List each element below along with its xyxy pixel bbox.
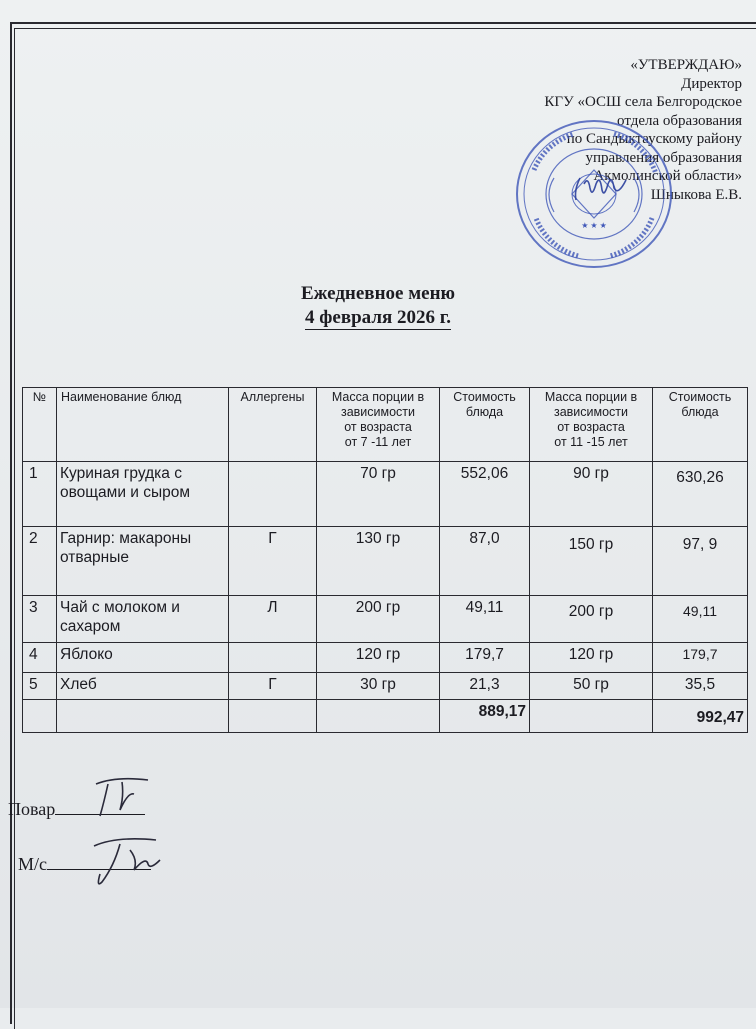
dish-name-line: Куриная грудка с bbox=[60, 465, 182, 482]
total-cost-1: 889,17 bbox=[440, 700, 530, 733]
approval-line: Директор bbox=[681, 75, 742, 92]
row-number: 4 bbox=[23, 643, 57, 673]
menu-title: Ежедневное меню bbox=[300, 283, 456, 304]
empty-cell bbox=[23, 700, 57, 733]
header-text: зависимости bbox=[340, 405, 416, 419]
row-number: 2 bbox=[23, 527, 57, 596]
empty-cell bbox=[57, 700, 229, 733]
dish-name-line: Яблоко bbox=[60, 646, 113, 663]
empty-cell bbox=[229, 700, 317, 733]
mass-7-11-cell: 30 гр bbox=[317, 673, 440, 700]
header-cost-1 bbox=[440, 388, 530, 462]
table-row bbox=[23, 462, 748, 527]
approval-line: управления образования bbox=[585, 149, 742, 166]
header-text: Масса порции в bbox=[544, 390, 638, 404]
dish-name-line: сахаром bbox=[60, 618, 121, 635]
table-row bbox=[23, 527, 748, 596]
allergen-cell bbox=[229, 643, 317, 673]
cost-1-cell: 552,06 bbox=[440, 462, 530, 527]
header-text: от возраста bbox=[344, 420, 412, 434]
dish-name-line: Гарнир: макароны bbox=[60, 530, 192, 547]
mass-11-15-cell: 120 гр bbox=[530, 643, 653, 673]
dish-name-line: Чай с молоком и bbox=[60, 599, 180, 616]
approval-line: «УТВЕРЖДАЮ» bbox=[630, 57, 742, 73]
cost-2-cell: 49,11 bbox=[653, 596, 748, 643]
header-cost-2 bbox=[653, 388, 748, 462]
menu-date-text: 4 февраля 2026 г. bbox=[305, 307, 451, 328]
cost-1-cell: 21,3 bbox=[440, 673, 530, 700]
nurse-handwritten-signature bbox=[86, 830, 166, 892]
dish-name bbox=[57, 596, 229, 643]
mass-7-11-cell: 130 гр bbox=[317, 527, 440, 596]
header-text: от возраста bbox=[557, 420, 625, 434]
mass-11-15-cell: 200 гр bbox=[530, 596, 653, 643]
cost-2-cell: 179,7 bbox=[653, 643, 748, 673]
dish-name bbox=[57, 643, 229, 673]
table-row bbox=[23, 643, 748, 673]
table-header-row bbox=[23, 388, 748, 462]
approval-line: КГУ «ОСШ села Белгородское bbox=[544, 94, 742, 110]
cost-1-cell: 179,7 bbox=[440, 643, 530, 673]
header-text: от 7 -11 лет bbox=[344, 435, 412, 449]
mass-11-15-cell: 150 гр bbox=[530, 527, 653, 596]
header-text: блюда bbox=[465, 405, 504, 419]
mass-7-11-cell: 70 гр bbox=[317, 462, 440, 527]
official-stamp bbox=[514, 118, 674, 270]
svg-text:★ ★ ★: ★ ★ ★ bbox=[581, 221, 607, 230]
approval-line: по Сандыктаускому району bbox=[566, 131, 742, 147]
dish-name-line: Хлеб bbox=[60, 676, 97, 693]
allergen-cell: Л bbox=[229, 596, 317, 643]
dish-name bbox=[57, 527, 229, 596]
menu-date bbox=[0, 307, 756, 329]
header-text: блюда bbox=[681, 405, 719, 419]
cook-handwritten-signature bbox=[86, 772, 156, 822]
dish-name bbox=[57, 462, 229, 527]
mass-7-11-cell: 200 гр bbox=[317, 596, 440, 643]
header-allergens: Аллергены bbox=[229, 388, 317, 462]
mass-11-15-cell: 50 гр bbox=[530, 673, 653, 700]
mass-7-11-cell: 120 гр bbox=[317, 643, 440, 673]
cost-2-cell: 97, 9 bbox=[653, 527, 748, 596]
header-text: зависимости bbox=[553, 405, 629, 419]
header-mass-7-11 bbox=[317, 388, 440, 462]
row-number: 5 bbox=[23, 673, 57, 700]
cost-2-cell: 35,5 bbox=[653, 673, 748, 700]
table-row bbox=[23, 673, 748, 700]
cook-label: Повар bbox=[8, 799, 56, 819]
approval-line: отдела образования bbox=[617, 112, 742, 129]
header-number: № bbox=[23, 388, 57, 462]
allergen-cell bbox=[229, 462, 317, 527]
dish-name bbox=[57, 673, 229, 700]
empty-cell bbox=[530, 700, 653, 733]
empty-cell bbox=[317, 700, 440, 733]
header-text: от 11 -15 лет bbox=[554, 435, 628, 449]
cost-1-cell: 49,11 bbox=[440, 596, 530, 643]
header-text: Стоимость bbox=[668, 390, 732, 404]
table-row bbox=[23, 596, 748, 643]
allergen-cell: Г bbox=[229, 673, 317, 700]
cost-1-cell: 87,0 bbox=[440, 527, 530, 596]
row-number: 1 bbox=[23, 462, 57, 527]
cost-2-cell: 630,26 bbox=[653, 462, 748, 527]
approval-line: Шныкова Е.В. bbox=[650, 186, 742, 203]
header-text: Масса порции в bbox=[331, 390, 425, 404]
header-mass-11-15 bbox=[530, 388, 653, 462]
approval-line: Акмолинской области» bbox=[593, 168, 742, 184]
row-number: 3 bbox=[23, 596, 57, 643]
dish-name-line: отварные bbox=[60, 549, 130, 566]
mass-11-15-cell: 90 гр bbox=[530, 462, 653, 527]
header-dish-name: Наименование блюд bbox=[57, 388, 229, 462]
menu-table bbox=[22, 387, 748, 733]
allergen-cell: Г bbox=[229, 527, 317, 596]
total-cost-2: 992,47 bbox=[653, 700, 748, 733]
dish-name-line: овощами и сыром bbox=[60, 484, 191, 501]
header-text: Стоимость bbox=[453, 390, 516, 404]
nurse-label: М/с bbox=[18, 854, 47, 874]
totals-row bbox=[23, 700, 748, 733]
